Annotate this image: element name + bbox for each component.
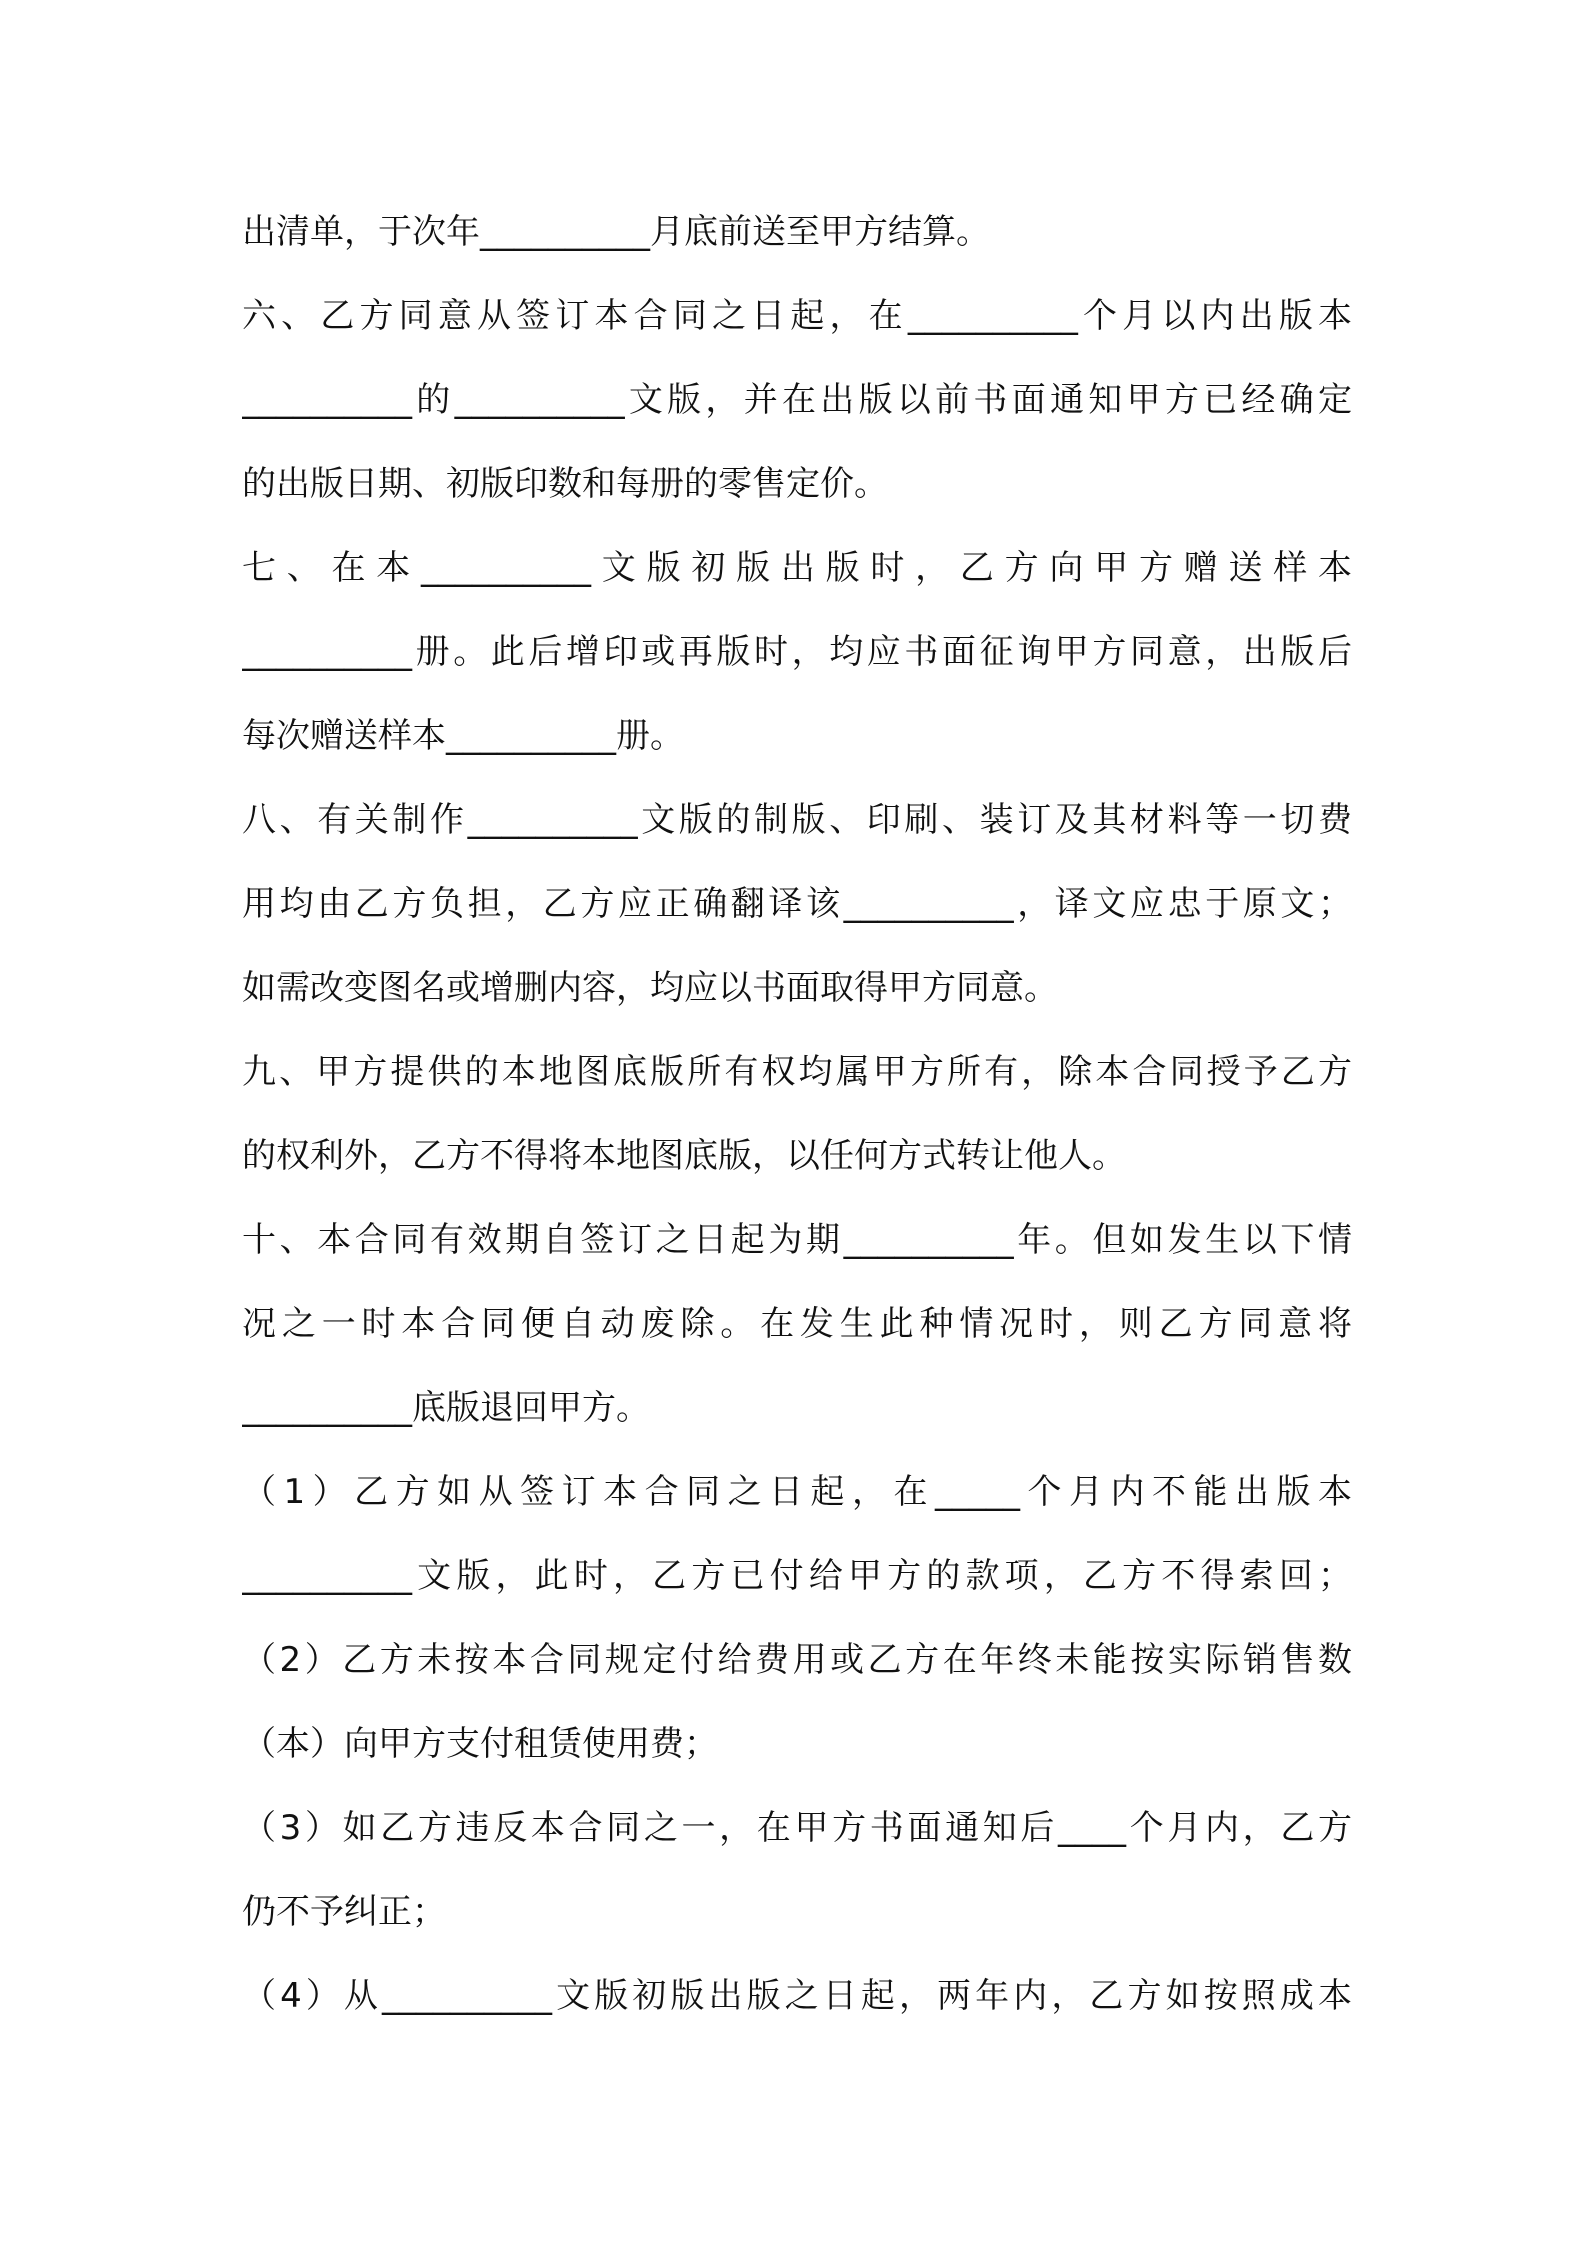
text-line: 八、有关制作__________文版的制版、印刷、装订及其材料等一切费 xyxy=(242,800,1352,840)
text-line: 每次赠送样本__________册。 xyxy=(242,716,684,756)
text-line: 如需改变图名或增删内容，均应以书面取得甲方同意。 xyxy=(242,968,1058,1008)
text-line: __________册。此后增印或再版时，均应书面征询甲方同意，出版后 xyxy=(242,632,1352,672)
text-line: 的权利外，乙方不得将本地图底版，以任何方式转让他人。 xyxy=(242,1136,1126,1176)
text-line: （3）如乙方违反本合同之一，在甲方书面通知后____个月内，乙方 xyxy=(242,1808,1352,1848)
contract-text xyxy=(242,190,1352,2038)
text-line: __________底版退回甲方。 xyxy=(242,1388,650,1428)
text-line: __________文版，此时，乙方已付给甲方的款项，乙方不得索回； xyxy=(242,1556,1352,1596)
text-line: 九、甲方提供的本地图底版所有权均属甲方所有，除本合同授予乙方 xyxy=(242,1052,1352,1092)
text-line: 仍不予纠正； xyxy=(242,1892,446,1932)
text-line: 况之一时本合同便自动废除。在发生此种情况时，则乙方同意将 xyxy=(242,1304,1352,1344)
text-line: 的出版日期、初版印数和每册的零售定价。 xyxy=(242,464,888,504)
text-line: 七、在本__________文版初版出版时，乙方向甲方赠送样本 xyxy=(242,548,1352,588)
text-line: （4）从__________文版初版出版之日起，两年内，乙方如按照成本 xyxy=(242,1976,1352,2016)
text-line: 用均由乙方负担，乙方应正确翻译该__________，译文应忠于原文； xyxy=(242,884,1352,924)
text-line: （1）乙方如从签订本合同之日起，在_____个月内不能出版本 xyxy=(242,1472,1352,1512)
text-line: 十、本合同有效期自签订之日起为期__________年。但如发生以下情 xyxy=(242,1220,1352,1260)
text-line: 六、乙方同意从签订本合同之日起，在__________个月以内出版本 xyxy=(242,296,1352,336)
text-line: __________的__________文版，并在出版以前书面通知甲方已经确定 xyxy=(242,380,1352,420)
text-line: （本）向甲方支付租赁使用费； xyxy=(242,1724,718,1764)
text-line: 出清单，于次年__________月底前送至甲方结算。 xyxy=(242,212,990,252)
text-line: （2）乙方未按本合同规定付给费用或乙方在年终未能按实际销售数 xyxy=(242,1640,1352,1680)
